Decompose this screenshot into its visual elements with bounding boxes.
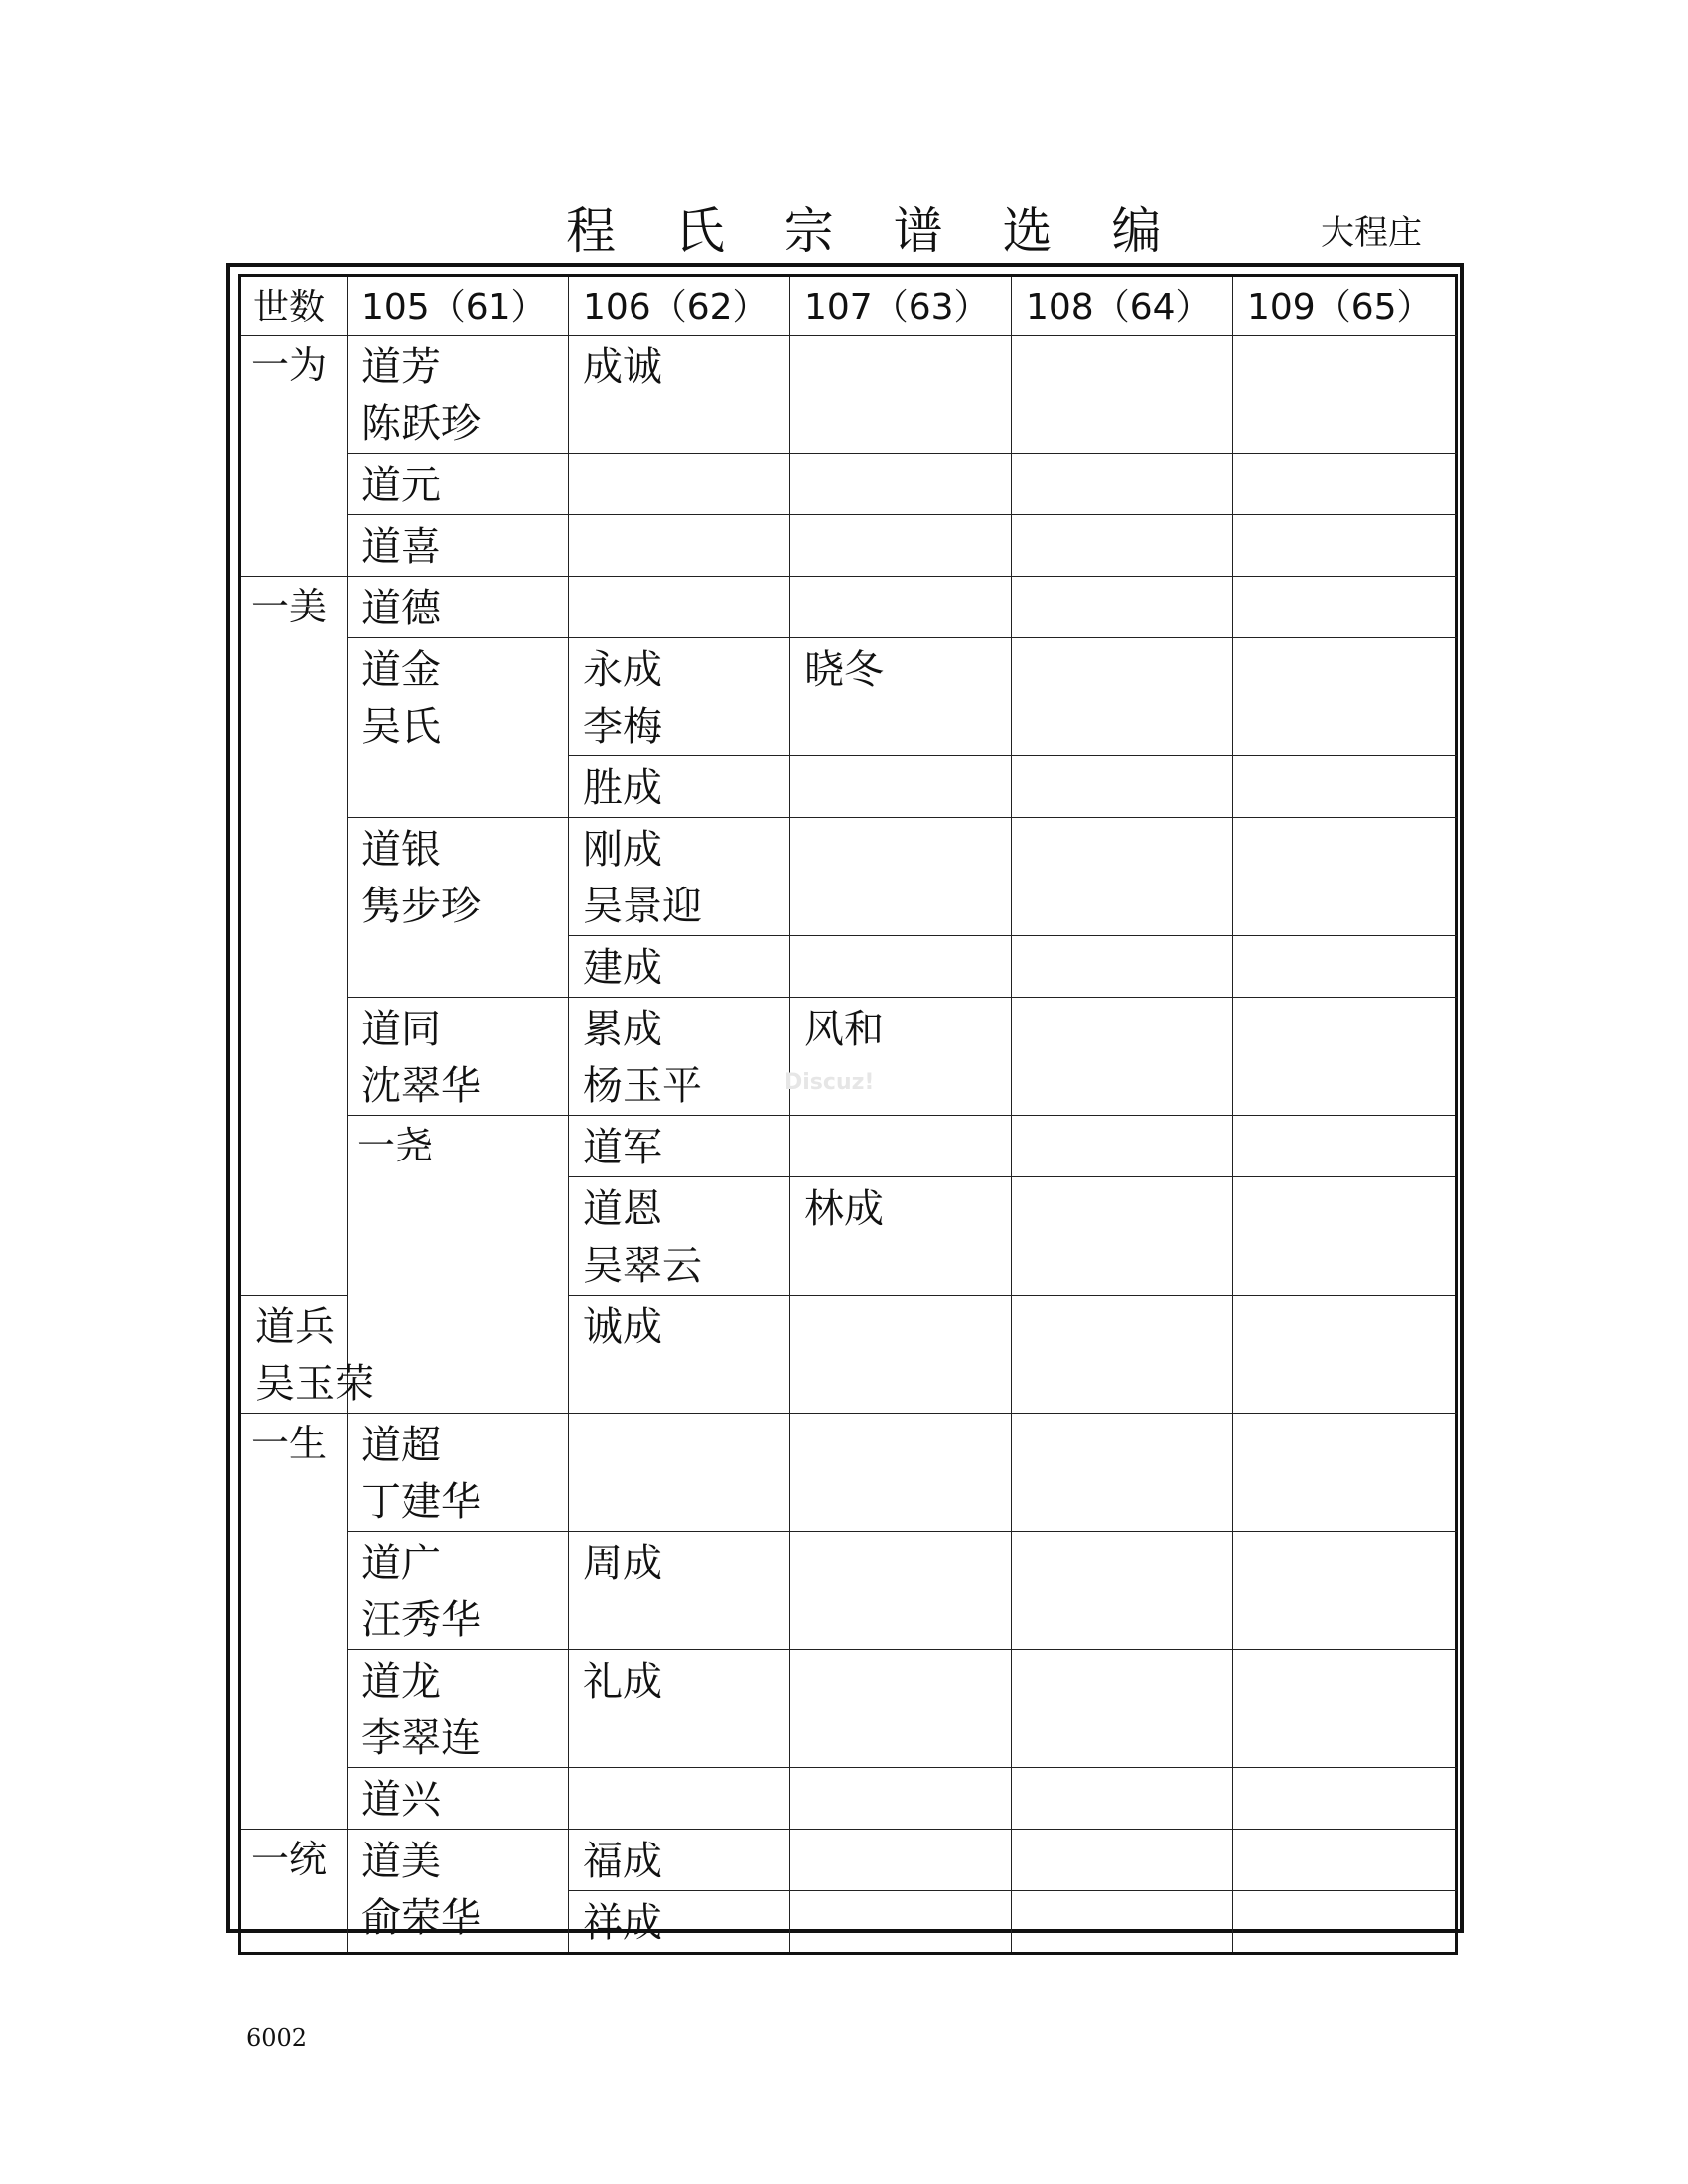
table-row: [240, 1830, 1457, 1891]
person-name: 建成: [583, 945, 662, 991]
person-name: 祥成: [583, 1900, 662, 1946]
table-row: [240, 1650, 1457, 1768]
empty-cell: [790, 1891, 1012, 1954]
person-name: 诚成: [583, 1304, 662, 1350]
column-header-106: 106（62）: [569, 276, 790, 336]
person-name: 晓冬: [804, 647, 884, 693]
name-cell: [790, 638, 1012, 756]
empty-cell: [790, 1830, 1012, 1891]
empty-cell: [790, 936, 1012, 998]
person-name: 道美: [361, 1839, 441, 1884]
name-cell: [569, 336, 790, 454]
empty-cell: [1012, 1891, 1233, 1954]
empty-cell: [1012, 336, 1233, 454]
table-row: [240, 818, 1457, 936]
empty-cell: [569, 1414, 790, 1532]
name-cell: [348, 998, 569, 1116]
empty-cell: [1012, 1650, 1233, 1768]
empty-cell: [790, 336, 1012, 454]
column-header-109: 109（65）: [1233, 276, 1457, 336]
empty-cell: [569, 454, 790, 515]
empty-cell: [1012, 756, 1233, 818]
empty-cell: [1012, 1768, 1233, 1830]
person-name: 道同: [361, 1007, 441, 1052]
empty-cell: [790, 1532, 1012, 1650]
column-header-108: 108（64）: [1012, 276, 1233, 336]
empty-cell: [1233, 1177, 1457, 1296]
empty-cell: [1233, 818, 1457, 936]
empty-cell: [1233, 1116, 1457, 1177]
table-row: [240, 638, 1457, 756]
empty-cell: [1233, 1414, 1457, 1532]
empty-cell: [1012, 1116, 1233, 1177]
column-header-105: 105（61）: [348, 276, 569, 336]
spouse-name: 李翠连: [361, 1715, 481, 1761]
person-name: 胜成: [583, 765, 662, 811]
name-cell: [569, 1116, 790, 1177]
name-cell: [569, 638, 790, 756]
name-cell: [569, 998, 790, 1116]
empty-cell: [1012, 936, 1233, 998]
name-cell: [348, 454, 569, 515]
empty-cell: [1233, 336, 1457, 454]
empty-cell: [1012, 515, 1233, 577]
empty-cell: [790, 1414, 1012, 1532]
empty-cell: [1012, 818, 1233, 936]
branch-cell: 一统: [240, 1830, 348, 1954]
village-name: 大程庄: [1321, 213, 1422, 253]
person-name: 道金: [361, 647, 441, 693]
empty-cell: [569, 1768, 790, 1830]
empty-cell: [1012, 1830, 1233, 1891]
table-row: [240, 577, 1457, 638]
person-name: 道银: [361, 827, 441, 873]
table-row: [240, 336, 1457, 454]
name-cell: [569, 1830, 790, 1891]
spouse-name: 吴景迎: [583, 884, 702, 929]
name-cell: [348, 638, 569, 818]
person-name: 成诚: [583, 344, 662, 390]
person-name: 道恩: [583, 1186, 662, 1232]
branch-cell: 一生: [240, 1414, 348, 1830]
name-cell: [569, 756, 790, 818]
person-name: 道兵: [255, 1304, 335, 1350]
empty-cell: [1012, 638, 1233, 756]
name-cell: [348, 818, 569, 998]
spouse-name: 汪秀华: [361, 1597, 481, 1643]
empty-cell: [790, 515, 1012, 577]
empty-cell: [1012, 998, 1233, 1116]
empty-cell: [1233, 936, 1457, 998]
spouse-name: 俞荣华: [361, 1895, 481, 1941]
empty-cell: [569, 577, 790, 638]
person-name: 风和: [804, 1007, 884, 1052]
spouse-name: 沈翠华: [361, 1063, 481, 1109]
empty-cell: [1012, 577, 1233, 638]
empty-cell: [1233, 998, 1457, 1116]
name-cell: [348, 1768, 569, 1830]
branch-cell: 一为: [240, 336, 348, 577]
name-cell: [569, 936, 790, 998]
spouse-name: 吴玉荣: [255, 1361, 374, 1407]
person-name: 道超: [361, 1423, 441, 1468]
name-cell: [569, 1650, 790, 1768]
empty-cell: [790, 1296, 1012, 1414]
header-row: [240, 276, 1457, 336]
name-cell: [569, 1177, 790, 1296]
branch-cell: 一美: [240, 577, 348, 1296]
empty-cell: [569, 515, 790, 577]
page-number: 6002: [246, 2024, 308, 2052]
empty-cell: [1012, 1296, 1233, 1414]
spouse-name: 吴翠云: [583, 1243, 702, 1289]
empty-cell: [1012, 454, 1233, 515]
name-cell: [348, 577, 569, 638]
empty-cell: [1233, 1830, 1457, 1891]
empty-cell: [790, 818, 1012, 936]
person-name: 道喜: [361, 524, 441, 570]
name-cell: [569, 1891, 790, 1954]
name-cell: [569, 1296, 790, 1414]
spouse-name: 杨玉平: [583, 1063, 702, 1109]
person-name: 福成: [583, 1839, 662, 1884]
person-name: 道兴: [361, 1777, 441, 1823]
empty-cell: [1233, 1296, 1457, 1414]
person-name: 道德: [361, 586, 441, 631]
empty-cell: [1233, 638, 1457, 756]
genealogy-table: [238, 274, 1458, 1955]
branch-cell: 一尧: [348, 1116, 569, 1414]
name-cell: [348, 336, 569, 454]
empty-cell: [790, 1768, 1012, 1830]
name-cell: [348, 1532, 569, 1650]
name-cell: [348, 1650, 569, 1768]
empty-cell: [1233, 1768, 1457, 1830]
empty-cell: [790, 577, 1012, 638]
spouse-name: 隽步珍: [361, 884, 481, 929]
spouse-name: 陈跃珍: [361, 401, 481, 447]
person-name: 道元: [361, 463, 441, 508]
table-row: [240, 1116, 1457, 1177]
empty-cell: [1012, 1177, 1233, 1296]
table-row: [240, 1768, 1457, 1830]
name-cell: [240, 1296, 374, 1414]
empty-cell: [790, 756, 1012, 818]
person-name: 刚成: [583, 827, 662, 873]
empty-cell: [1012, 1532, 1233, 1650]
column-header-107: 107（63）: [790, 276, 1012, 336]
name-cell: [790, 1177, 1012, 1296]
person-name: 道广: [361, 1541, 441, 1586]
empty-cell: [1233, 1891, 1457, 1954]
person-name: 林成: [804, 1186, 884, 1232]
empty-cell: [1233, 1532, 1457, 1650]
person-name: 道龙: [361, 1659, 441, 1705]
name-cell: [348, 1414, 569, 1532]
empty-cell: [1233, 454, 1457, 515]
spouse-name: 李梅: [583, 704, 662, 750]
table-row: [240, 1532, 1457, 1650]
person-name: 累成: [583, 1007, 662, 1052]
empty-cell: [1233, 577, 1457, 638]
empty-cell: [1233, 1650, 1457, 1768]
person-name: 周成: [583, 1541, 662, 1586]
spouse-name: 丁建华: [361, 1479, 481, 1525]
person-name: 道芳: [361, 344, 441, 390]
spouse-name: 吴氏: [361, 704, 441, 750]
empty-cell: [790, 1116, 1012, 1177]
empty-cell: [1233, 756, 1457, 818]
empty-cell: [790, 454, 1012, 515]
empty-cell: [1233, 515, 1457, 577]
table-row: [240, 515, 1457, 577]
name-cell: [569, 1532, 790, 1650]
page-title: 程 氏 宗 谱 选 编: [566, 203, 1184, 260]
person-name: 道军: [583, 1125, 662, 1170]
column-header-generation: 世数: [240, 276, 348, 336]
table-row: [240, 454, 1457, 515]
name-cell: [569, 818, 790, 936]
table-row: [240, 1414, 1457, 1532]
empty-cell: [1012, 1414, 1233, 1532]
person-name: 礼成: [583, 1659, 662, 1705]
person-name: 永成: [583, 647, 662, 693]
empty-cell: [790, 1650, 1012, 1768]
name-cell: [348, 1830, 569, 1954]
watermark: Discuz!: [784, 1070, 875, 1095]
name-cell: [348, 515, 569, 577]
